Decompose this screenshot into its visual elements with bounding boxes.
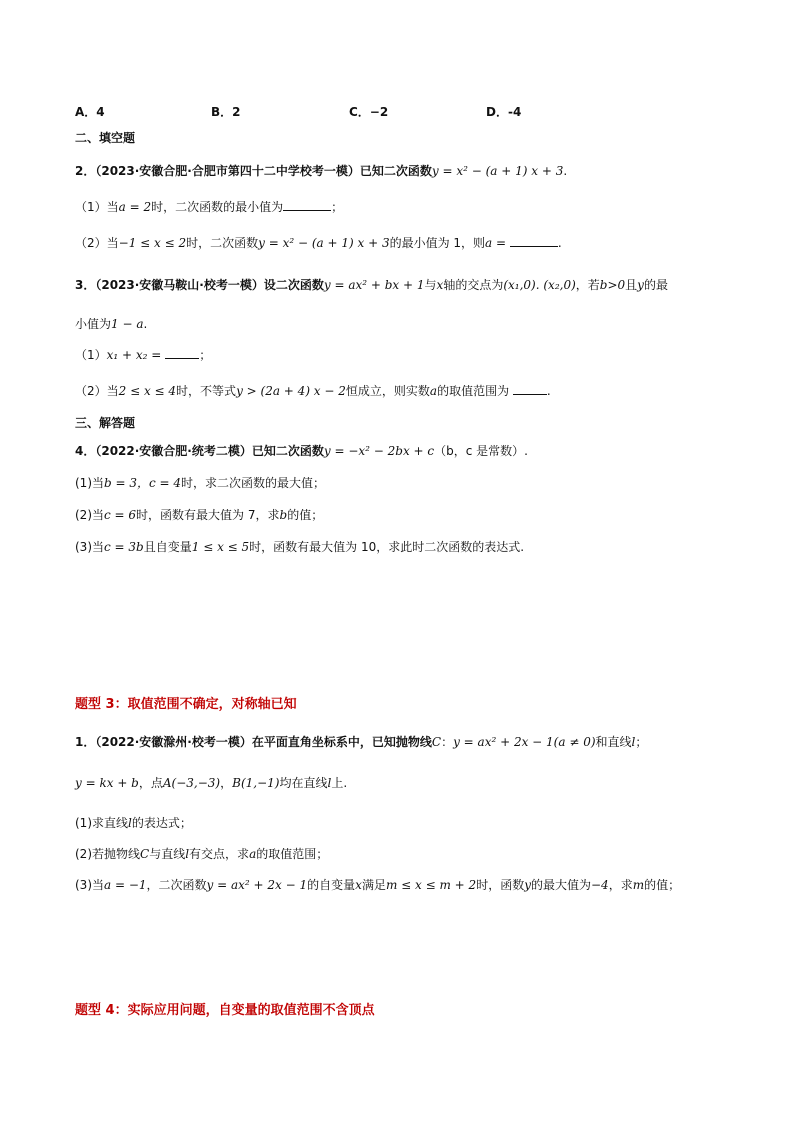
q2-head: 2．（2023·安徽合肥·合肥市第四十二中学校考一模）已知二次函数 <box>75 164 432 178</box>
question-3-stem <box>75 277 668 293</box>
t3-q1-c: C <box>431 735 442 749</box>
q3-mid: 与 <box>424 278 437 292</box>
option-d: D．-4 <box>486 105 522 119</box>
q2-func: y = x² − (a + 1) x + 3 <box>431 164 564 178</box>
question-2-part-1 <box>75 199 343 215</box>
question-type-3-title: 题型 3：取值范围不确定，对称轴已知 <box>75 697 297 712</box>
q4-s3-range: 1 ≤ x ≤ 5 <box>191 540 250 554</box>
q4-s2-end: 的值； <box>287 508 324 522</box>
t3-s2-text: 与直线 <box>149 847 186 861</box>
q2-p2-prefix: （2）当 <box>75 236 119 250</box>
t3-line2-d: 上. <box>331 776 348 790</box>
type3-question-1-line-2 <box>75 775 347 791</box>
q4-head: 4．（2022·安徽合肥·统考二模）已知二次函数 <box>75 444 324 458</box>
t3-q1-head: 1．（2022·安徽滁州·校考一模）在平面直角坐标系中，已知抛物线 <box>75 735 432 749</box>
q4-s3-prefix: (3)当 <box>75 540 104 554</box>
t3-s3-cond: a = −1 <box>104 878 147 892</box>
question-4-sub-1 <box>75 475 325 491</box>
section-solve-heading: 三、解答题 <box>75 416 136 430</box>
q3-p2-cond: 2 ≤ x ≤ 4 <box>118 384 177 398</box>
q4-s1-prefix: (1)当 <box>75 476 104 490</box>
q3-p1-prefix: （1） <box>75 348 107 362</box>
t3-s3-text3: 满足 <box>361 878 386 892</box>
answer-blank[interactable] <box>510 235 558 247</box>
q4-s3-cond: c = 3b <box>104 540 144 554</box>
t3-point-b: B(1,−1) <box>232 776 280 790</box>
t3-point-a: A(−3,−3) <box>162 776 221 790</box>
q2-p2-cond: −1 ≤ x ≤ 2 <box>118 236 187 250</box>
answer-blank[interactable] <box>513 383 547 395</box>
t3-s3-text5: 的最大值为 <box>530 878 591 892</box>
q3-p2-prefix: （2）当 <box>75 384 119 398</box>
q3-min: 1 − a <box>111 317 144 331</box>
question-3-part-1 <box>75 347 211 363</box>
q3-head: 3．（2023·安徽马鞍山·校考一模）设二次函数 <box>75 278 324 292</box>
t3-s2-prefix: (2)若抛物线 <box>75 847 140 861</box>
t3-s3-text4: 时，函数 <box>476 878 525 892</box>
q4-s3-end: 时，函数有最大值为 10，求此时二次函数的表达式. <box>249 540 525 554</box>
t3-line2-eq: y = kx + b <box>75 776 139 790</box>
q3-mid3: ，若 <box>575 278 600 292</box>
question-4-stem <box>75 443 528 459</box>
q3-p2-text3: 的取值范围为 <box>437 384 510 398</box>
q2-p2-var: a = <box>485 236 507 250</box>
q2-end: . <box>563 164 568 178</box>
t3-s3-prefix: (3)当 <box>75 878 104 892</box>
option-b: B．2 <box>211 105 241 119</box>
question-2-part-2 <box>75 235 562 251</box>
question-4-sub-2 <box>75 507 323 523</box>
q3-mid2: 轴的交点为 <box>443 278 504 292</box>
q2-p1-end: ； <box>331 200 344 214</box>
q3-p1-expr: x₁ + x₂ = <box>106 348 162 362</box>
t3-s3-text: ，二次函数 <box>146 878 207 892</box>
t3-s1-prefix: (1)求直线 <box>75 816 128 830</box>
t3-s3-text2: 的自变量 <box>307 878 356 892</box>
t3-line2-l: l <box>327 776 332 790</box>
q4-s3-text: 且自变量 <box>143 540 192 554</box>
t3-s2-var: a <box>249 847 257 861</box>
section-fill-heading: 二、填空题 <box>75 131 136 145</box>
type3-question-1-sub-3 <box>75 877 680 893</box>
q3-line2-text: 小值为 <box>75 317 112 331</box>
t3-s3-end: 的值； <box>644 878 681 892</box>
option-c: C．−2 <box>349 105 389 119</box>
t3-q1-colon: ： <box>441 735 454 749</box>
t3-s3-func: y = ax² + 2x − 1 <box>206 878 308 892</box>
question-3-stem-line-2 <box>75 316 147 332</box>
q4-func: y = −x² − 2bx + c <box>323 444 435 458</box>
t3-q1-func: y = ax² + 2x − 1(a ≠ 0) <box>453 735 596 749</box>
q3-func: y = ax² + bx + 1 <box>323 278 425 292</box>
t3-s1-end: 的表达式； <box>131 816 192 830</box>
q4-s1-text: 时，求二次函数的最大值； <box>181 476 326 490</box>
q3-p1-end: ； <box>199 348 212 362</box>
q3-p2-var: a <box>429 384 438 398</box>
option-a: A．4 <box>75 105 105 119</box>
q2-p1-cond: a = 2 <box>118 200 152 214</box>
q3-p2-end: . <box>546 384 551 398</box>
t3-line2-b: ， <box>220 776 233 790</box>
t3-line2-c: 均在直线 <box>279 776 328 790</box>
t3-q1-tail: 和直线 <box>595 735 632 749</box>
q4-s2-cond: c = 6 <box>104 508 137 522</box>
q3-y: y <box>637 278 644 292</box>
t3-s3-m: m <box>632 878 645 892</box>
q3-points: (x₁,0). (x₂,0) <box>503 278 576 292</box>
answer-blank[interactable] <box>165 347 199 359</box>
q3-p2-text2: 恒成立，则实数 <box>345 384 430 398</box>
t3-s2-text2: 有交点，求 <box>189 847 250 861</box>
q2-p2-text: 时，二次函数 <box>186 236 259 250</box>
q3-xaxis: x <box>436 278 444 292</box>
type3-question-1-sub-2 <box>75 846 328 862</box>
q3-cond: b>0 <box>599 278 626 292</box>
answer-blank[interactable] <box>283 199 331 211</box>
t3-q1-end: ； <box>635 735 648 749</box>
q4-s1-cond: b = 3，c = 4 <box>104 476 182 490</box>
q4-s2-var: b <box>279 508 288 522</box>
q3-p2-ineq: y > (2a + 4) x − 2 <box>236 384 346 398</box>
t3-s3-y: y <box>524 878 531 892</box>
q2-p1-prefix: （1）当 <box>75 200 119 214</box>
t3-line2-a: ，点 <box>138 776 163 790</box>
q2-p2-end: . <box>557 236 562 250</box>
t3-s3-text6: ，求 <box>608 878 633 892</box>
question-2-stem <box>75 163 567 179</box>
t3-s2-c: C <box>140 847 150 861</box>
q2-p1-text: 时，二次函数的最小值为 <box>151 200 284 214</box>
q2-p2-text2: 的最小值为 1，则 <box>389 236 486 250</box>
q3-line2-end: . <box>143 317 148 331</box>
t3-s1-l: l <box>128 816 132 830</box>
t3-q1-l: l <box>631 735 636 749</box>
q3-p2-text: 时，不等式 <box>176 384 237 398</box>
question-4-sub-3 <box>75 539 524 555</box>
q4-s2-text: 时，函数有最大值为 7，求 <box>136 508 280 522</box>
q3-mid4: 且 <box>625 278 638 292</box>
t3-s2-l: l <box>185 847 190 861</box>
q4-tail: （b，c 是常数）. <box>434 444 529 458</box>
q4-s2-prefix: (2)当 <box>75 508 104 522</box>
t3-s3-val: −4 <box>591 878 609 892</box>
type3-question-1-stem <box>75 734 647 750</box>
type3-question-1-sub-1 <box>75 815 192 831</box>
t3-s3-x: x <box>355 878 362 892</box>
q2-p2-func: y = x² − (a + 1) x + 3 <box>258 236 390 250</box>
t3-s2-end: 的取值范围； <box>256 847 329 861</box>
q3-tail: 的最 <box>643 278 668 292</box>
t3-s3-range: m ≤ x ≤ m + 2 <box>385 878 477 892</box>
question-type-4-title: 题型 4：实际应用问题，自变量的取值范围不含顶点 <box>75 1003 375 1018</box>
question-3-part-2 <box>75 383 551 399</box>
